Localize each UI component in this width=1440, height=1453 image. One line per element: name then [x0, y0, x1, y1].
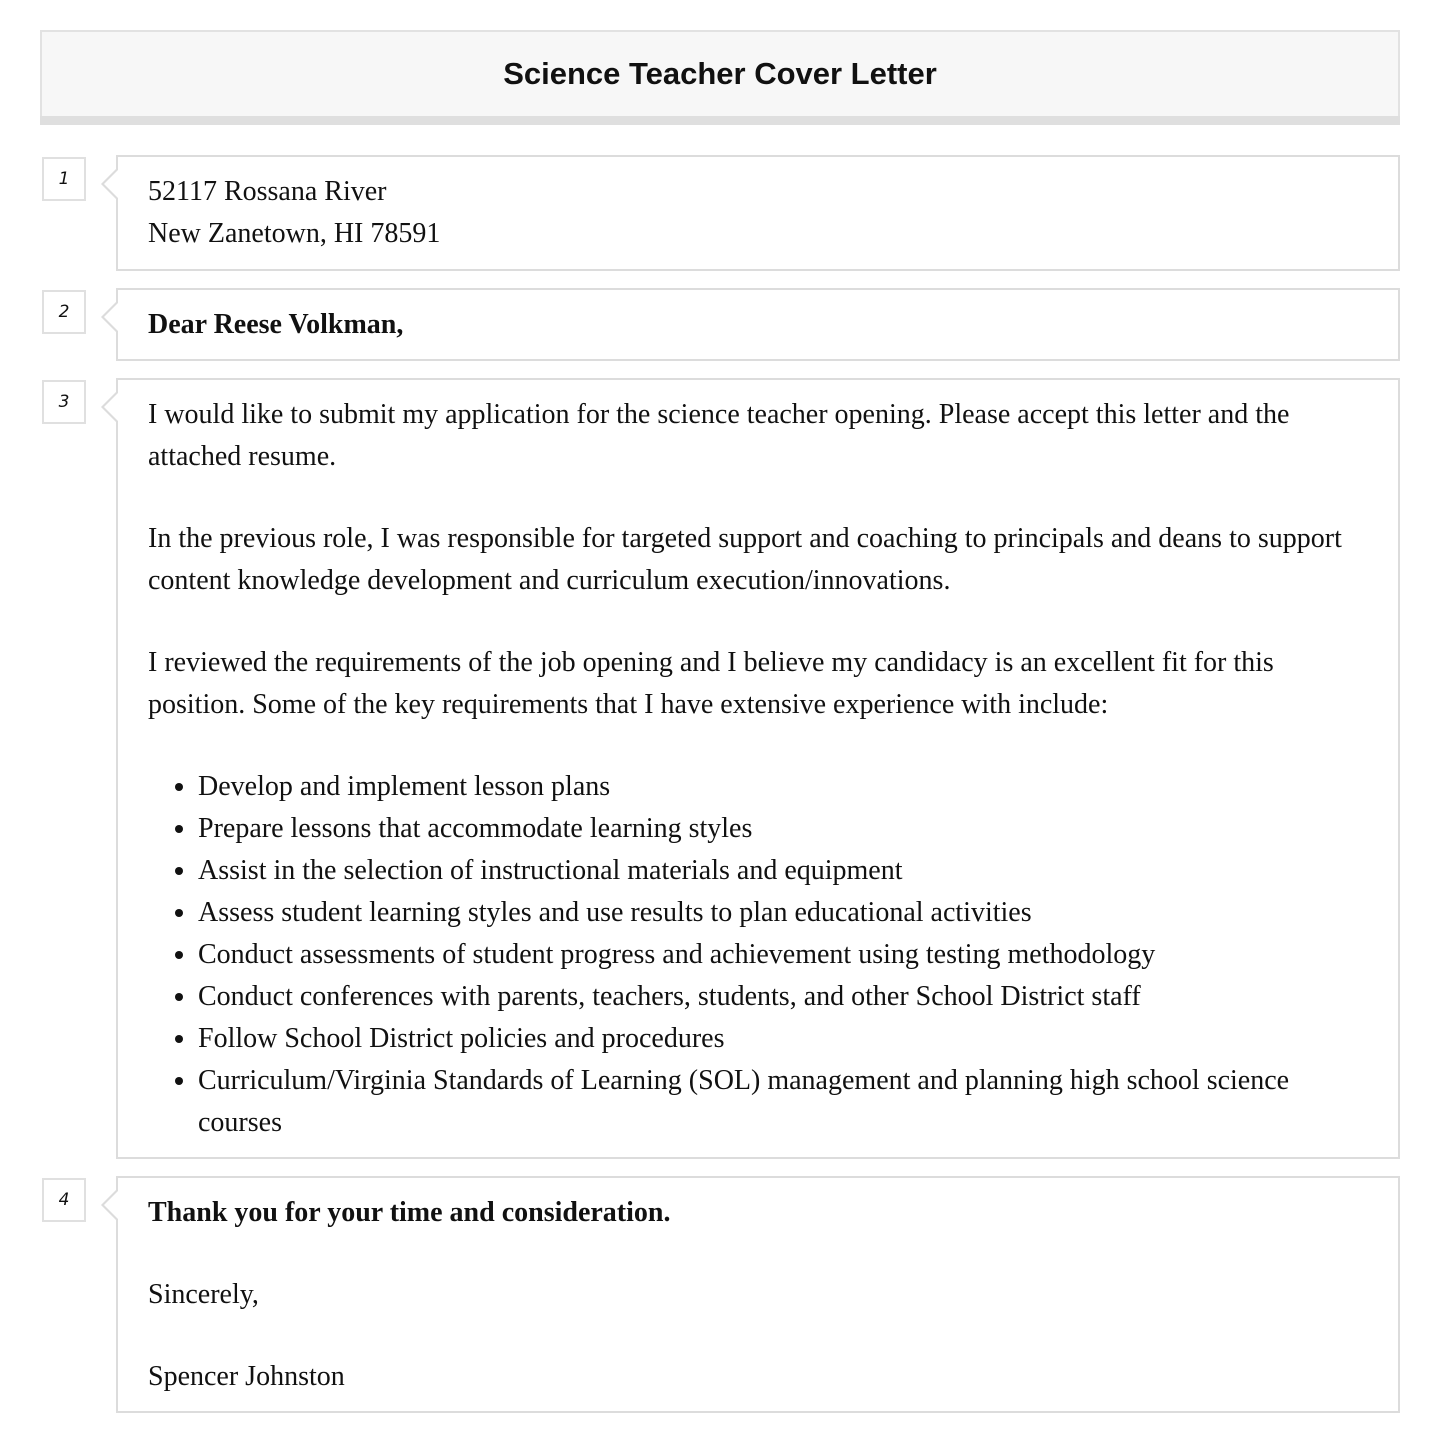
section-number-4: 4	[42, 1178, 86, 1222]
address-line-1: 52117 Rossana River	[148, 176, 387, 207]
header-divider	[40, 116, 1400, 125]
page-header	[40, 30, 1400, 116]
requirements-list	[148, 766, 1378, 1144]
salutation-section	[116, 288, 1400, 361]
address-section	[116, 155, 1400, 271]
body-section	[116, 378, 1400, 1159]
closing-section	[116, 1176, 1400, 1413]
list-item: • Prepare lessons that accommodate learning styles	[198, 808, 1378, 850]
section-number-3: 3	[42, 380, 86, 424]
list-item: • Follow School District policies and procedures	[198, 1018, 1378, 1060]
list-item: • Curriculum/Virginia Standards of Learning (SOL) management and planning high school science courses	[198, 1060, 1378, 1144]
signoff: Sincerely,	[148, 1279, 259, 1310]
body-paragraph: I would like to submit my application for the science teacher opening. Please accept this letter and the attached resume.	[148, 399, 1290, 472]
list-item: • Assess student learning styles and use results to plan educational activities	[198, 892, 1378, 934]
body-paragraph: In the previous role, I was responsible for targeted support and coaching to principals and deans to support content knowledge development and curriculum execution/innovations.	[148, 523, 1342, 596]
salutation: Dear Reese Volkman,	[148, 309, 404, 340]
section-number-1: 1	[42, 157, 86, 201]
list-item: • Develop and implement lesson plans	[198, 766, 1378, 808]
signature: Spencer Johnston	[148, 1361, 345, 1392]
list-item: • Assist in the selection of instructional materials and equipment	[198, 850, 1378, 892]
closing-line: Thank you for your time and consideration.	[148, 1197, 671, 1228]
body-paragraph: I reviewed the requirements of the job opening and I believe my candidacy is an excellent fit for this position. Some of the key requirements that I have extensive experience with include:	[148, 647, 1274, 720]
section-number-2: 2	[42, 290, 86, 334]
list-item: • Conduct conferences with parents, teachers, students, and other School District staff	[198, 976, 1378, 1018]
list-item: • Conduct assessments of student progress and achievement using testing methodology	[198, 934, 1378, 976]
address-line-2: New Zanetown, HI 78591	[148, 218, 441, 249]
page-title: Science Teacher Cover Letter	[503, 56, 937, 91]
